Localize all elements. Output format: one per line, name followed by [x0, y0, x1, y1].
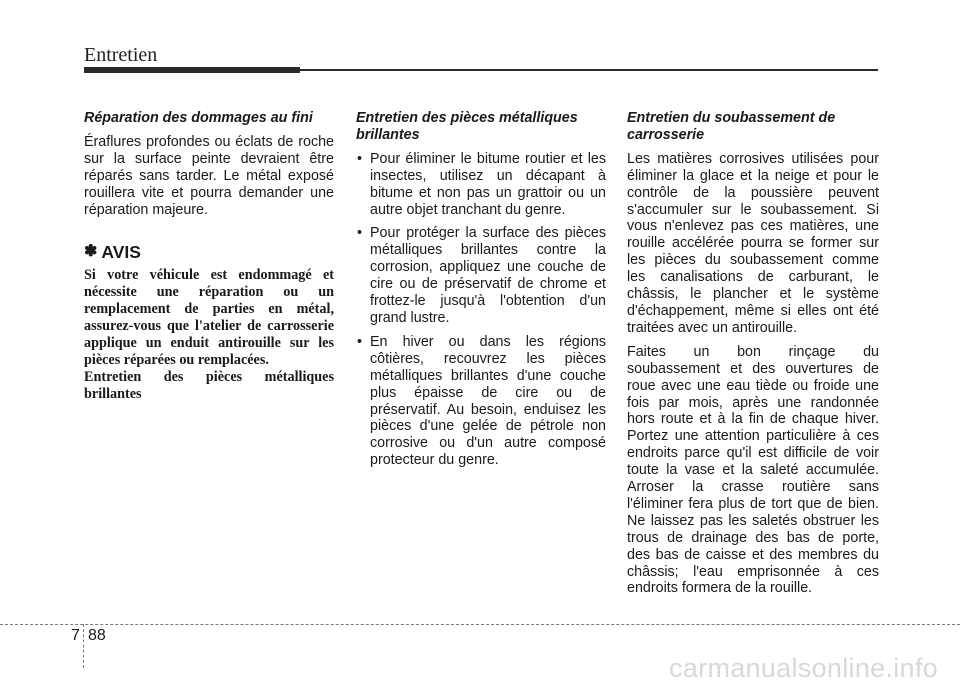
bright-metal-list — [356, 151, 606, 469]
finish-repair-paragraph: Éraflures profondes ou éclats de roche sur la surface peinte devraient être réparés sans tarder. Le métal exposé rouillera vite et pourra demander une réparation majeure. — [84, 133, 334, 218]
header-rule-thick — [84, 67, 300, 73]
list-item-text: Pour éliminer le bitume routier et les insectes, utilisez un décapant à bitume et non pas un grattoir ou un autre objet tranchant du genre. — [370, 150, 606, 218]
section-heading-bright-metal: Entretien des pièces métalliques brillantes — [356, 110, 578, 143]
column-2 — [356, 110, 606, 476]
list-item-text: Pour protéger la surface des pièces métalliques brillantes contre la corrosion, appliquez une couche de cire ou de préservatif de chrome et frottez-le jusqu'à l'obtention d'un grand lustre. — [370, 225, 606, 326]
section-heading-finish-repair: Réparation des dommages au fini — [84, 110, 313, 126]
list-item — [356, 225, 606, 326]
notice-title — [84, 244, 334, 261]
notice-label: AVIS — [101, 242, 141, 263]
underbody-paragraph-1: Les matières corrosives utilisées pour éliminer la glace et la neige et pour le contrôle de la poussière peuvent s'accumuler sur le soubassement. Si vous n'enlevez pas ces matières, une rouille accélérée pourra se former sur les pièces du soubassement comme les canalisations de carburant, le châssis, le plancher et le système d'échappement, même si elles ont été traitées avec un antirouille. — [627, 150, 879, 336]
bullet-icon: • — [357, 225, 363, 242]
notice-text: Si votre véhicule est endommagé et nécessite une réparation ou un remplacement de parties en métal, assurez-vous que l'atelier de carrosserie applique un enduit antirouille sur les pièces réparées ou remplacées. — [84, 267, 334, 368]
underbody-paragraph-2: Faites un bon rinçage du soubassement et des ouvertures de roue avec une eau tiède ou froide une fois par mois, après une randonnée hors route et à la fin de chaque hiver. Portez une attention particulière à ces endroits parce qu'il est difficile de voir toute la vase et la saleté accumulée. Arroser la crasse routière sans l'éliminer fera plus de tort que de bien. Ne laissez pas les saletés obstruer les trous de drainage des bas de porte, des bas de caisse et des membres du châssis; l'eau emprisonnée à ces endroits formera de la rouille. — [627, 343, 879, 597]
list-item — [356, 334, 606, 469]
header-rule-thin — [300, 69, 878, 71]
column-3 — [627, 110, 879, 604]
column-1 — [84, 110, 334, 403]
section-heading-underbody: Entretien du soubassement de carrosserie — [627, 110, 836, 143]
list-item-text: En hiver ou dans les régions côtières, recouvrez les pièces métalliques brillantes d'une couche plus épaisse de cire ou de préservatif. Au besoin, enduisez les pièces d'une gelée de pétrole non corrosive ou d'un autre composé protecteur du genre. — [370, 333, 606, 469]
list-item — [356, 151, 606, 219]
notice-tail: Entretien des pièces métalliques brillantes — [84, 368, 334, 402]
section-number: 7 — [71, 627, 80, 644]
watermark: carmanualsonline.info — [669, 653, 938, 683]
footer-rule — [0, 624, 960, 625]
bullet-icon: • — [357, 150, 363, 167]
page-number: 88 — [88, 627, 106, 644]
asterisk-icon: ✽ — [84, 243, 98, 261]
header-title: Entretien — [84, 44, 158, 66]
bullet-icon: • — [357, 333, 363, 350]
page-number-divider — [83, 624, 84, 668]
